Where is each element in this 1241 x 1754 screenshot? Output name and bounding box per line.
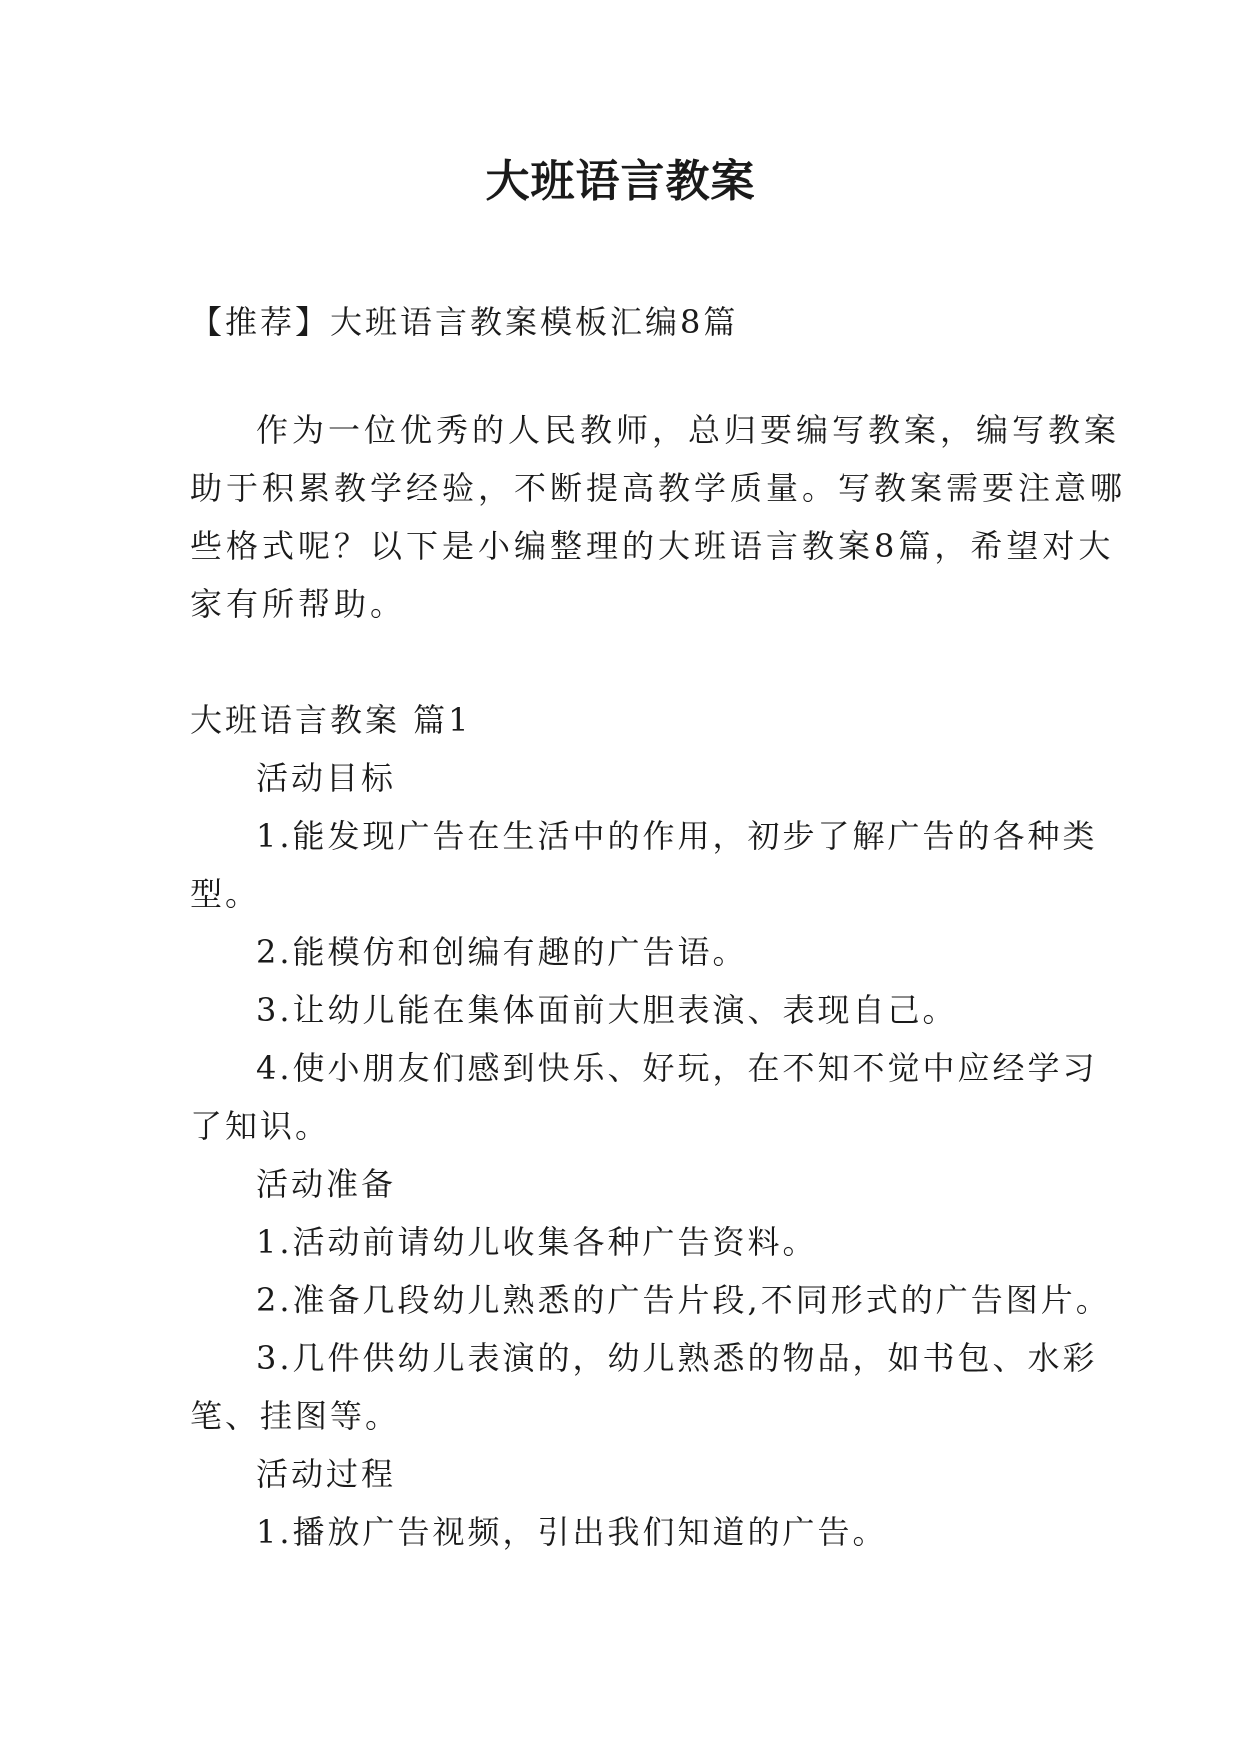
content-line: 笔、挂图等。 <box>190 1397 401 1435</box>
section-heading: 大班语言教案 篇1 <box>190 701 472 739</box>
content-line: 3.让幼儿能在集体面前大胆表演、表现自己。 <box>256 991 958 1029</box>
content-line: 活动准备 <box>256 1165 397 1203</box>
intro-line: 家有所帮助。 <box>190 585 407 623</box>
content-line: 型。 <box>190 875 261 913</box>
intro-line: 助于积累教学经验，不断提高教学质量。写教案需要注意哪 <box>190 469 1127 507</box>
content-line: 活动过程 <box>256 1455 397 1493</box>
content-line: 2.准备几段幼儿熟悉的广告片段,不同形式的广告图片。 <box>256 1281 1111 1319</box>
document-title: 大班语言教案 <box>485 156 756 207</box>
content-line: 了知识。 <box>190 1107 331 1145</box>
content-line: 4.使小朋友们感到快乐、好玩，在不知不觉中应经学习 <box>256 1049 1098 1087</box>
content-line: 1.播放广告视频，引出我们知道的广告。 <box>256 1513 888 1551</box>
intro-line: 作为一位优秀的人民教师，总归要编写教案，编写教案 <box>256 411 1121 449</box>
content-line: 活动目标 <box>256 759 397 797</box>
content-line: 3.几件供幼儿表演的，幼儿熟悉的物品，如书包、水彩 <box>256 1339 1098 1377</box>
content-line: 1.能发现广告在生活中的作用，初步了解广告的各种类 <box>256 817 1098 855</box>
content-line: 2.能模仿和创编有趣的广告语。 <box>256 933 748 971</box>
document-subtitle: 【推荐】大班语言教案模板汇编8篇 <box>190 303 739 341</box>
content-line: 1.活动前请幼儿收集各种广告资料。 <box>256 1223 818 1261</box>
intro-line: 些格式呢？以下是小编整理的大班语言教案8篇，希望对大 <box>190 527 1115 565</box>
